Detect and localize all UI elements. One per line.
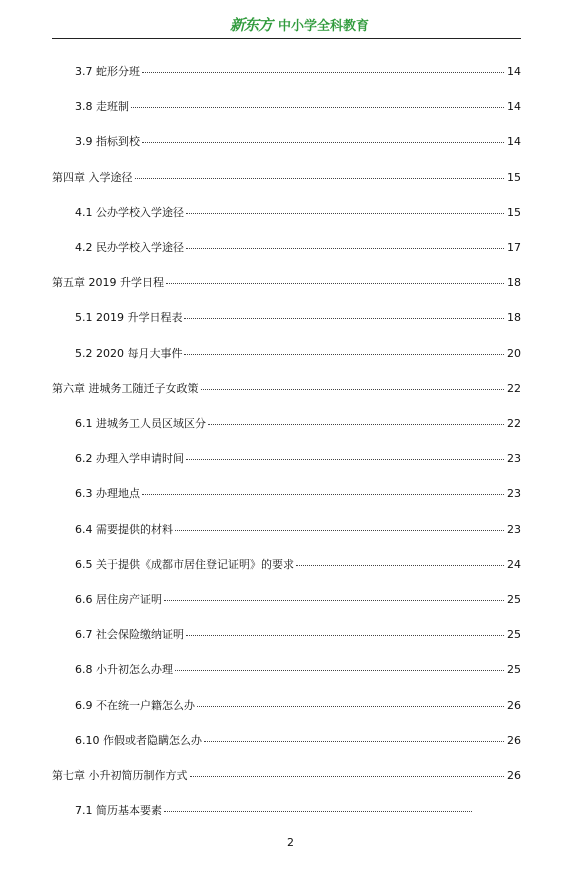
toc-section-entry[interactable] (75, 240, 521, 255)
toc-entry-label: 6.8 小升初怎么办理 (75, 663, 173, 677)
toc-entry-page: 18 (507, 276, 521, 290)
toc-entry-page: 26 (507, 733, 521, 747)
dot-leader (197, 696, 504, 707)
dot-leader (296, 555, 504, 566)
toc-entry-label: 3.8 走班制 (75, 100, 129, 114)
dot-leader (186, 203, 504, 214)
toc-section-entry[interactable] (75, 134, 521, 149)
toc-entry-label: 第七章 小升初简历制作方式 (52, 769, 188, 782)
toc-section-entry[interactable] (75, 698, 521, 713)
toc-entry-label: 第六章 进城务工随迁子女政策 (52, 381, 199, 395)
toc-chapter-entry[interactable] (52, 381, 521, 396)
toc-entry-page: 20 (507, 346, 521, 360)
header-divider (52, 38, 521, 39)
toc-section-entry[interactable] (75, 557, 521, 572)
toc-section-entry[interactable] (75, 662, 521, 677)
toc-section-entry[interactable] (75, 451, 521, 466)
dot-leader (190, 766, 505, 777)
logo-text: 中小学全科教育 (278, 19, 370, 34)
dot-leader (175, 660, 504, 671)
toc-entry-page: 26 (507, 698, 521, 712)
toc-entry-label: 7.1 简历基本要素 (75, 804, 162, 818)
dot-leader (184, 344, 504, 355)
toc-entry-page: 14 (507, 135, 521, 149)
toc-section-entry[interactable] (75, 803, 475, 818)
dot-leader (164, 590, 504, 601)
toc-section-entry[interactable] (75, 416, 521, 431)
toc-entry-label: 6.9 不在统一户籍怎么办 (75, 698, 195, 712)
page-header (0, 0, 581, 40)
toc-entry-label: 6.7 社会保险缴纳证明 (75, 628, 184, 642)
toc-section-entry[interactable] (75, 64, 521, 79)
toc-entry-label: 6.3 办理地点 (75, 487, 140, 501)
dot-leader (131, 97, 504, 108)
toc-entry-label: 3.7 蛇形分班 (75, 65, 140, 78)
toc-entry-label: 6.1 进城务工人员区域区分 (75, 417, 206, 430)
page-number: 2 (287, 836, 294, 849)
toc-section-entry[interactable] (75, 522, 521, 537)
toc-entry-label: 第五章 2019 升学日程 (52, 276, 164, 290)
dot-leader (135, 168, 505, 179)
dot-leader (201, 379, 505, 390)
toc-chapter-entry[interactable] (52, 170, 521, 185)
toc-section-entry[interactable] (75, 205, 521, 220)
toc-section-entry[interactable] (75, 346, 521, 361)
toc-section-entry[interactable] (75, 99, 521, 114)
toc-chapter-entry[interactable] (52, 275, 521, 290)
toc-section-entry[interactable] (75, 627, 521, 642)
dot-leader (184, 308, 504, 319)
logo-mark: 新东方 (230, 16, 273, 34)
toc-entry-page: 23 (507, 522, 521, 536)
toc-entry-label: 3.9 指标到校 (75, 135, 140, 149)
brand-logo (230, 14, 369, 35)
toc-entry-page: 23 (507, 452, 521, 466)
toc-entry-page: 25 (507, 663, 521, 677)
toc-entry-label: 第四章 入学途径 (52, 170, 133, 184)
toc-entry-page: 22 (507, 381, 521, 395)
dot-leader (186, 625, 504, 636)
toc-section-entry[interactable] (75, 486, 521, 501)
dot-leader (166, 273, 504, 284)
toc-entry-page: 25 (507, 593, 521, 606)
dot-leader (208, 414, 504, 425)
dot-leader (186, 449, 504, 460)
dot-leader (142, 62, 504, 73)
dot-leader (164, 801, 472, 812)
toc-entry-page: 14 (507, 65, 521, 78)
toc-entry-label: 5.2 2020 每月大事件 (75, 346, 183, 360)
toc-entry-page: 15 (507, 205, 521, 219)
toc-entry-page: 22 (507, 417, 521, 430)
toc-entry-page: 23 (507, 487, 521, 501)
toc-chapter-entry[interactable] (52, 768, 521, 783)
toc-entry-page: 24 (507, 557, 521, 571)
toc-entry-label: 4.1 公办学校入学途径 (75, 205, 184, 219)
toc-entry-label: 5.1 2019 升学日程表 (75, 311, 183, 325)
dot-leader (186, 238, 504, 249)
dot-leader (142, 484, 504, 495)
toc-entry-label: 6.5 关于提供《成都市居住登记证明》的要求 (75, 557, 294, 571)
toc-entry-label: 6.6 居住房产证明 (75, 593, 162, 606)
toc-entry-label: 4.2 民办学校入学途径 (75, 241, 184, 254)
dot-leader (175, 520, 504, 531)
toc-entry-page: 15 (507, 170, 521, 184)
toc-section-entry[interactable] (75, 592, 521, 607)
toc-entry-page: 25 (507, 628, 521, 642)
dot-leader (142, 132, 504, 143)
toc-entry-label: 6.4 需要提供的材料 (75, 522, 173, 536)
toc-entry-label: 6.10 作假或者隐瞒怎么办 (75, 733, 202, 747)
toc-entry-label: 6.2 办理入学申请时间 (75, 452, 184, 466)
toc-entry-page: 14 (507, 100, 521, 114)
toc-section-entry[interactable] (75, 310, 521, 325)
toc-entry-page: 17 (507, 241, 521, 254)
toc-entry-page: 26 (507, 769, 521, 782)
toc-section-entry[interactable] (75, 733, 521, 748)
dot-leader (204, 731, 504, 742)
toc-entry-page: 18 (507, 311, 521, 325)
